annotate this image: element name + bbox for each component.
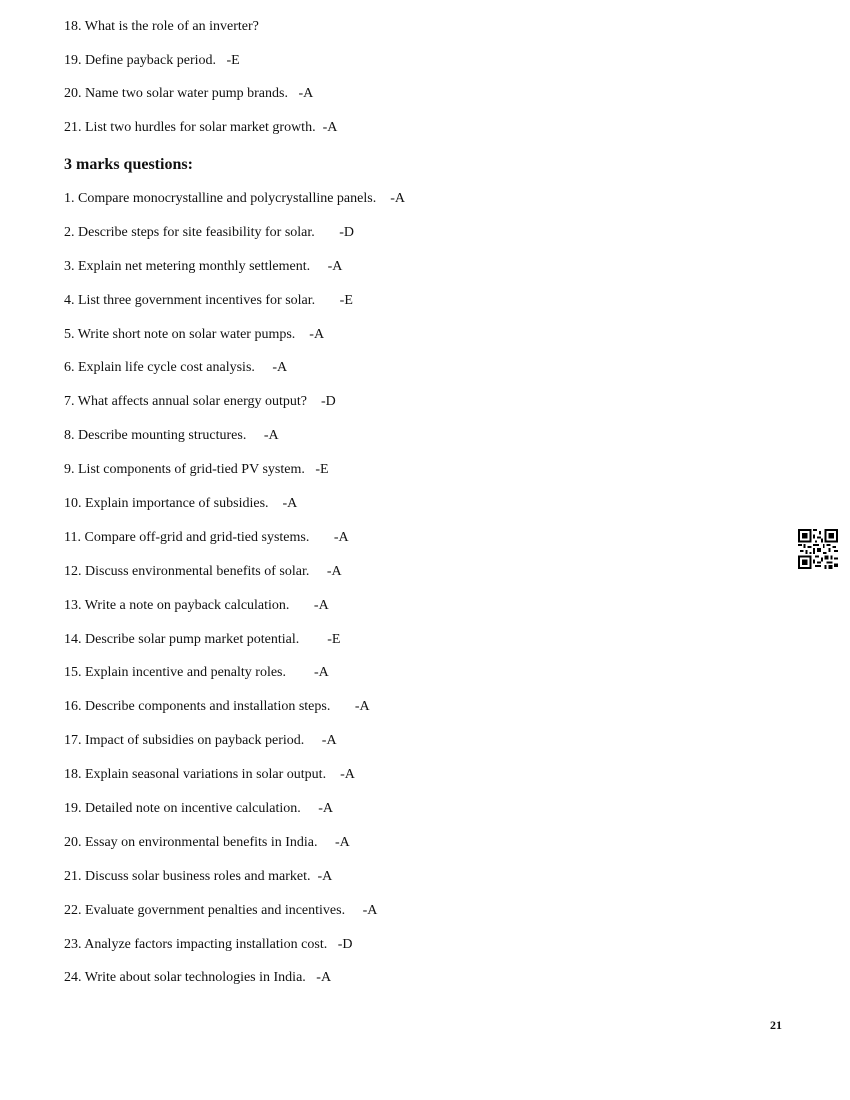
question-item: 23. Analyze factors impacting installation cost. -D	[64, 936, 353, 952]
question-item: 14. Describe solar pump market potential. -E	[64, 631, 341, 647]
question-item: 20. Essay on environmental benefits in India. -A	[64, 834, 350, 850]
section-heading: 3 marks questions:	[64, 156, 193, 173]
question-item: 6. Explain life cycle cost analysis. -A	[64, 360, 288, 376]
qr-code-icon	[798, 529, 838, 569]
question-item: 5. Write short note on solar water pumps. -A	[64, 326, 325, 342]
question-item: 19. Define payback period. -E	[64, 52, 240, 68]
question-item: 9. List components of grid-tied PV system. -E	[64, 462, 329, 478]
question-item: 11. Compare off-grid and grid-tied systems. -A	[64, 529, 349, 545]
question-item: 20. Name two solar water pump brands. -A	[64, 86, 314, 102]
question-item: 22. Evaluate government penalties and incentives. -A	[64, 902, 378, 918]
question-item: 2. Describe steps for site feasibility for solar. -D	[64, 224, 355, 240]
question-item: 12. Discuss environmental benefits of solar. -A	[64, 563, 342, 579]
three-marks-question-list	[64, 191, 405, 1004]
question-item: 18. Explain seasonal variations in solar output. -A	[64, 767, 355, 783]
page-number: 21	[770, 1018, 782, 1032]
question-item: 21. List two hurdles for solar market growth. -A	[64, 119, 338, 135]
question-item: 15. Explain incentive and penalty roles. -A	[64, 665, 329, 681]
question-item: 21. Discuss solar business roles and market. -A	[64, 868, 333, 884]
question-item: 10. Explain importance of subsidies. -A	[64, 496, 298, 512]
question-item: 4. List three government incentives for solar. -E	[64, 292, 353, 308]
question-item: 1. Compare monocrystalline and polycrystalline panels. -A	[64, 191, 405, 206]
question-item: 16. Describe components and installation steps. -A	[64, 699, 370, 715]
question-item: 18. What is the role of an inverter?	[64, 19, 259, 34]
question-item: 17. Impact of subsidies on payback period. -A	[64, 733, 337, 749]
question-item: 24. Write about solar technologies in India. -A	[64, 970, 332, 986]
question-item: 8. Describe mounting structures. -A	[64, 428, 279, 444]
question-item: 13. Write a note on payback calculation. -A	[64, 597, 329, 613]
question-item: 19. Detailed note on incentive calculation. -A	[64, 801, 334, 817]
question-item: 3. Explain net metering monthly settlement. -A	[64, 258, 343, 274]
question-item: 7. What affects annual solar energy output? -D	[64, 394, 336, 410]
question-list-continued	[64, 19, 337, 153]
